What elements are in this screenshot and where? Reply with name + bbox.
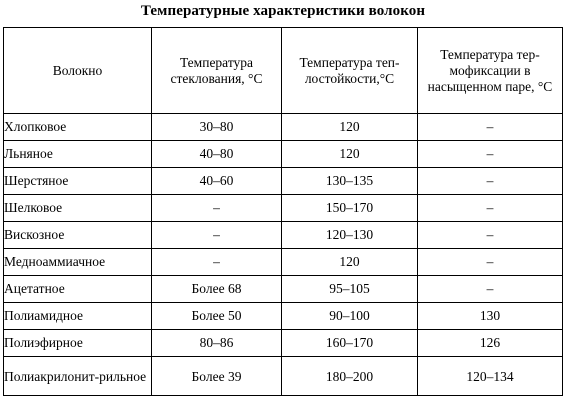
cell-fiber: Медноаммиачное xyxy=(4,249,152,276)
cell-heat-setting: 120–134 xyxy=(418,357,563,396)
table-row xyxy=(4,141,563,168)
cell-heat-resistance: 95–105 xyxy=(282,276,418,303)
cell-fiber: Ацетатное xyxy=(4,276,152,303)
table-row xyxy=(4,249,563,276)
cell-glass-transition: – xyxy=(152,195,282,222)
cell-glass-transition: Более 39 xyxy=(152,357,282,396)
table-row xyxy=(4,195,563,222)
cell-fiber: Шелковое xyxy=(4,195,152,222)
cell-fiber: Полиакрилонит-рильное xyxy=(4,357,152,396)
cell-fiber: Вискозное xyxy=(4,222,152,249)
header-heat-resistance: Температура теп-лостойкости,°С xyxy=(282,28,418,114)
cell-fiber: Шерстяное xyxy=(4,168,152,195)
fiber-temperature-table xyxy=(3,27,563,396)
cell-heat-setting: – xyxy=(418,276,563,303)
cell-glass-transition: – xyxy=(152,249,282,276)
header-heat-setting: Температура тер-мофиксации в насыщенном паре, °С xyxy=(418,28,563,114)
table-row xyxy=(4,114,563,141)
cell-glass-transition: – xyxy=(152,222,282,249)
cell-glass-transition: 40–80 xyxy=(152,141,282,168)
cell-heat-resistance: 150–170 xyxy=(282,195,418,222)
header-fiber: Волокно xyxy=(4,28,152,114)
cell-heat-resistance: 130–135 xyxy=(282,168,418,195)
cell-heat-setting: 126 xyxy=(418,330,563,357)
cell-fiber: Полиэфирное xyxy=(4,330,152,357)
cell-heat-setting: – xyxy=(418,141,563,168)
cell-heat-setting: – xyxy=(418,168,563,195)
cell-fiber: Полиамидное xyxy=(4,303,152,330)
cell-heat-resistance: 120–130 xyxy=(282,222,418,249)
cell-fiber: Льняное xyxy=(4,141,152,168)
table-row xyxy=(4,168,563,195)
cell-heat-resistance: 160–170 xyxy=(282,330,418,357)
cell-heat-resistance: 120 xyxy=(282,249,418,276)
cell-heat-resistance: 120 xyxy=(282,141,418,168)
header-row xyxy=(4,28,563,114)
cell-heat-resistance: 120 xyxy=(282,114,418,141)
cell-heat-setting: – xyxy=(418,195,563,222)
table-row xyxy=(4,222,563,249)
cell-glass-transition: 80–86 xyxy=(152,330,282,357)
cell-glass-transition: 30–80 xyxy=(152,114,282,141)
cell-fiber: Хлопковое xyxy=(4,114,152,141)
table-row xyxy=(4,303,563,330)
cell-heat-resistance: 90–100 xyxy=(282,303,418,330)
cell-heat-setting: – xyxy=(418,114,563,141)
cell-heat-resistance: 180–200 xyxy=(282,357,418,396)
cell-heat-setting: – xyxy=(418,249,563,276)
cell-glass-transition: 40–60 xyxy=(152,168,282,195)
header-glass-transition: Температура стеклования, °С xyxy=(152,28,282,114)
cell-heat-setting: – xyxy=(418,222,563,249)
cell-glass-transition: Более 68 xyxy=(152,276,282,303)
table-row xyxy=(4,330,563,357)
cell-heat-setting: 130 xyxy=(418,303,563,330)
table-title: Температурные характеристики волокон xyxy=(140,3,426,19)
cell-glass-transition: Более 50 xyxy=(152,303,282,330)
table-row xyxy=(4,357,563,396)
table-row xyxy=(4,276,563,303)
